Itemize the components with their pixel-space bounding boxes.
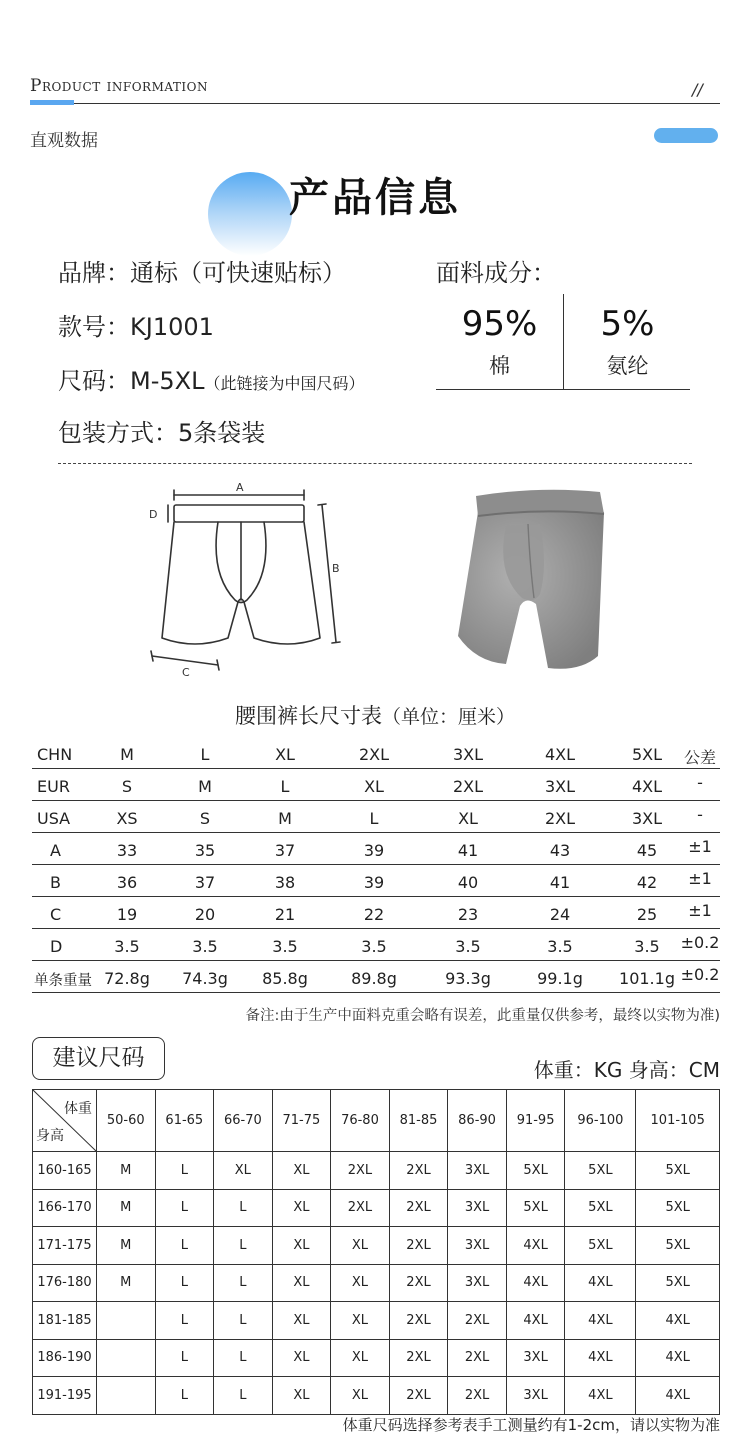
recommend-size-cell: L (155, 1264, 214, 1302)
recommend-size-cell: L (155, 1377, 214, 1415)
size-table-note: 备注:由于生产中面料克重会略有误差，此重量仅供参考，最终以实物为准) (245, 1008, 720, 1024)
size-cell: L (369, 809, 379, 828)
size-value: M-5XL (130, 367, 205, 395)
size-row (32, 929, 720, 961)
size-tolerance: - (697, 805, 703, 824)
recommend-row (33, 1152, 720, 1190)
size-cell: 36 (116, 873, 138, 892)
size-cell: 41 (549, 873, 571, 892)
size-row (32, 737, 720, 769)
size-cell: 21 (274, 905, 296, 924)
height-cell: 166-170 (33, 1189, 97, 1227)
size-tolerance: ±0.2 (680, 933, 720, 952)
weight-header-cell: 61-65 (155, 1090, 214, 1152)
weight-header-cell: 66-70 (214, 1090, 273, 1152)
recommend-size-cell: 4XL (565, 1302, 636, 1340)
weight-header-cell: 50-60 (97, 1090, 156, 1152)
size-tolerance: ±1 (688, 901, 712, 920)
size-cell: 2XL (544, 809, 576, 828)
fabric-name-cotton: 棉 (489, 354, 510, 378)
size-cell: 3XL (631, 809, 663, 828)
info-packaging (58, 413, 265, 448)
recommend-size-cell: XL (331, 1227, 390, 1265)
size-row (32, 865, 720, 897)
size-row-label: D (50, 937, 63, 956)
recommend-size-cell: XL (331, 1339, 390, 1377)
boxer-measurement-diagram (140, 478, 360, 684)
gray-boxer-photo (448, 486, 618, 676)
recommend-row (33, 1377, 720, 1415)
weight-header-cell: 96-100 (565, 1090, 636, 1152)
size-row-label: A (50, 841, 61, 860)
recommend-size-cell: XL (214, 1152, 273, 1190)
info-size (58, 361, 364, 396)
size-tolerance: ±1 (688, 837, 712, 856)
section-header-title: Product information (30, 76, 208, 96)
recommend-size-cell: L (214, 1339, 273, 1377)
size-note: （此链接为中国尺码） (204, 374, 365, 393)
recommend-size-cell: 2XL (389, 1302, 448, 1340)
recommend-size-cell: 4XL (565, 1339, 636, 1377)
fabric-percent-spandex: 5% (600, 304, 655, 344)
size-row (32, 833, 720, 865)
size-table-title (0, 700, 750, 730)
pack-label: 包装方式： (58, 419, 178, 447)
recommend-size-cell: XL (272, 1302, 331, 1340)
size-cell: 42 (636, 873, 658, 892)
height-cell: 160-165 (33, 1152, 97, 1190)
recommend-size-cell: 4XL (636, 1339, 720, 1377)
recommend-note: 体重尺码选择参考表手工测量约有1-2cm，请以实物为准 (342, 1416, 720, 1434)
size-row-label: CHN (37, 745, 73, 764)
recommend-size-cell: 5XL (636, 1152, 720, 1190)
recommend-size-cell: XL (272, 1339, 331, 1377)
height-cell: 176-180 (33, 1264, 97, 1302)
recommend-size-cell: 5XL (565, 1152, 636, 1190)
size-cell: S (121, 777, 133, 796)
size-cell: 43 (549, 841, 571, 860)
recommend-size-cell: XL (272, 1264, 331, 1302)
size-cell: 2XL (452, 777, 484, 796)
recommend-size-cell: 4XL (506, 1227, 565, 1265)
size-cell: 24 (549, 905, 571, 924)
recommend-header-row (33, 1090, 720, 1152)
recommend-row (33, 1189, 720, 1227)
recommend-size-cell: L (214, 1264, 273, 1302)
recommend-size-cell (97, 1302, 156, 1340)
size-cell: 5XL (631, 745, 663, 764)
size-tolerance: 公差 (683, 748, 717, 767)
fabric-title: 面料成分： (436, 259, 556, 287)
size-cell: L (280, 777, 290, 796)
recommend-size-cell: L (155, 1189, 214, 1227)
fabric-percent-cotton: 95% (461, 304, 538, 344)
recommend-size-cell: M (97, 1152, 156, 1190)
header-divider (30, 103, 720, 104)
recommend-size-cell: 2XL (389, 1339, 448, 1377)
size-cell: 4XL (544, 745, 576, 764)
size-cell: 85.8g (262, 969, 308, 988)
recommend-size-cell: 2XL (331, 1189, 390, 1227)
size-row-label: B (50, 873, 61, 892)
header-slash-mark: // (692, 80, 703, 99)
size-cell: 25 (636, 905, 658, 924)
size-cell: M (120, 745, 134, 764)
recommend-size-cell: 2XL (389, 1227, 448, 1265)
recommend-size-cell: 5XL (636, 1189, 720, 1227)
recommend-row (33, 1264, 720, 1302)
recommend-size-cell: XL (272, 1189, 331, 1227)
size-cell: 3XL (544, 777, 576, 796)
recommend-size-cell: 2XL (448, 1302, 507, 1340)
weight-header-cell: 76-80 (331, 1090, 390, 1152)
size-cell: 39 (363, 841, 385, 860)
size-cell: 101.1g (619, 969, 675, 988)
diagram-label-d: D (149, 508, 158, 521)
recommend-size-cell: 3XL (448, 1189, 507, 1227)
recommend-size-cell: 2XL (389, 1152, 448, 1190)
recommend-row (33, 1227, 720, 1265)
recommend-size-cell (97, 1377, 156, 1415)
recommend-size-cell: 3XL (448, 1227, 507, 1265)
recommend-size-cell: 5XL (506, 1189, 565, 1227)
size-cell: 2XL (358, 745, 390, 764)
recommend-size-cell: 5XL (565, 1189, 636, 1227)
size-cell: 3.5 (114, 937, 140, 956)
size-cell: 35 (194, 841, 216, 860)
recommend-size-cell: 2XL (389, 1377, 448, 1415)
model-label: 款号： (58, 313, 130, 341)
size-cell: 45 (636, 841, 658, 860)
size-row (32, 769, 720, 801)
corner-height-label: 身高 (36, 1128, 64, 1144)
height-cell: 191-195 (33, 1377, 97, 1415)
size-cell: 3.5 (272, 937, 298, 956)
recommend-table (32, 1089, 720, 1415)
brand-value: 通标（可快速贴标） (130, 259, 346, 287)
size-cell: 3.5 (634, 937, 660, 956)
size-cell: 41 (457, 841, 479, 860)
recommend-size-cell: 2XL (448, 1377, 507, 1415)
size-cell: 93.3g (445, 969, 491, 988)
recommend-size-cell: L (155, 1152, 214, 1190)
recommend-size-cell: 2XL (331, 1152, 390, 1190)
recommend-size-cell: L (214, 1377, 273, 1415)
recommend-size-cell: M (97, 1189, 156, 1227)
recommend-size-cell: L (214, 1302, 273, 1340)
recommend-size-cell: 5XL (636, 1264, 720, 1302)
recommend-size-cell: L (155, 1339, 214, 1377)
recommend-size-cell: XL (272, 1152, 331, 1190)
recommend-size-cell: M (97, 1264, 156, 1302)
size-row-label: EUR (37, 777, 70, 796)
size-row (32, 897, 720, 929)
recommend-row (33, 1302, 720, 1340)
diagram-label-a: A (236, 481, 244, 494)
dashed-divider (58, 463, 692, 464)
recommend-size-cell: XL (331, 1302, 390, 1340)
size-cell: 20 (194, 905, 216, 924)
recommend-units: 体重：KG 身高：CM (533, 1058, 720, 1082)
recommend-size-cell: 3XL (506, 1377, 565, 1415)
recommend-size-cell: 4XL (636, 1377, 720, 1415)
diagram-label-c: C (182, 666, 190, 679)
weight-header-cell: 71-75 (272, 1090, 331, 1152)
size-tolerance: ±1 (688, 869, 712, 888)
info-brand (58, 253, 346, 288)
recommend-size-cell: M (97, 1227, 156, 1265)
size-cell: 39 (363, 873, 385, 892)
recommend-size-cell: 4XL (506, 1264, 565, 1302)
size-cell: M (278, 809, 292, 828)
size-table (32, 737, 720, 993)
size-cell: 3.5 (547, 937, 573, 956)
recommend-size-cell: 4XL (565, 1377, 636, 1415)
recommend-size-cell (97, 1339, 156, 1377)
size-cell: 4XL (631, 777, 663, 796)
model-value: KJ1001 (130, 313, 214, 341)
recommend-size-cell: 3XL (448, 1152, 507, 1190)
size-row-label: C (50, 905, 62, 924)
size-tolerance: - (697, 773, 703, 792)
recommend-size-cell: 5XL (506, 1152, 565, 1190)
recommend-size-cell: L (214, 1189, 273, 1227)
size-cell: 37 (194, 873, 216, 892)
info-model (58, 307, 214, 342)
weight-header-cell: 86-90 (448, 1090, 507, 1152)
recommend-size-cell: 5XL (636, 1227, 720, 1265)
recommend-size-cell: 2XL (389, 1189, 448, 1227)
recommend-row (33, 1339, 720, 1377)
diagram-label-b: B (332, 562, 340, 575)
recommend-title: 建议尺码 (32, 1037, 165, 1080)
size-cell: XS (116, 809, 138, 828)
size-cell: 3.5 (455, 937, 481, 956)
size-row (32, 801, 720, 833)
size-cell: XL (458, 809, 478, 828)
section-subtitle: 直观数据 (30, 131, 98, 151)
brand-label: 品牌： (58, 259, 130, 287)
size-row-label: 单条重量 (34, 973, 92, 989)
size-cell: 33 (116, 841, 138, 860)
size-cell: 74.3g (182, 969, 228, 988)
size-cell: 89.8g (351, 969, 397, 988)
size-cell: 99.1g (537, 969, 583, 988)
size-table-title-text: 腰围裤长尺寸表 (234, 704, 382, 728)
weight-header-cell: 91-95 (506, 1090, 565, 1152)
size-cell: M (198, 777, 212, 796)
recommend-size-cell: 3XL (448, 1264, 507, 1302)
weight-header-cell: 81-85 (389, 1090, 448, 1152)
size-table-unit: （单位：厘米） (381, 706, 515, 728)
height-cell: 171-175 (33, 1227, 97, 1265)
height-cell: 181-185 (33, 1302, 97, 1340)
recommend-size-cell: XL (272, 1227, 331, 1265)
size-cell: 3.5 (192, 937, 218, 956)
recommend-size-cell: 2XL (448, 1339, 507, 1377)
recommend-size-cell: 4XL (636, 1302, 720, 1340)
size-cell: 38 (274, 873, 296, 892)
fabric-name-spandex: 氨纶 (606, 354, 649, 378)
size-label: 尺码： (58, 367, 130, 395)
corner-weight-label: 体重 (64, 1101, 92, 1117)
recommend-size-cell: 5XL (565, 1227, 636, 1265)
recommend-corner-cell (33, 1090, 97, 1152)
recommend-size-cell: 2XL (389, 1264, 448, 1302)
height-cell: 186-190 (33, 1339, 97, 1377)
decorative-pill (654, 128, 718, 143)
size-cell: L (200, 745, 210, 764)
weight-header-cell: 101-105 (636, 1090, 720, 1152)
recommend-size-cell: 4XL (565, 1264, 636, 1302)
recommend-size-cell: XL (272, 1377, 331, 1415)
size-cell: 40 (457, 873, 479, 892)
recommend-size-cell: L (155, 1227, 214, 1265)
size-cell: XL (364, 777, 384, 796)
size-row-label: USA (37, 809, 71, 828)
size-cell: 23 (457, 905, 479, 924)
size-tolerance: ±0.2 (680, 965, 720, 984)
recommend-size-cell: L (155, 1302, 214, 1340)
size-cell: 37 (274, 841, 296, 860)
header-accent-bar (30, 100, 74, 105)
size-cell: S (199, 809, 211, 828)
size-row (32, 961, 720, 993)
recommend-size-cell: XL (331, 1264, 390, 1302)
size-cell: 22 (363, 905, 385, 924)
size-cell: 19 (116, 905, 138, 924)
size-cell: XL (275, 745, 295, 764)
page-title: 产品信息 (289, 175, 461, 221)
recommend-size-cell: 3XL (506, 1339, 565, 1377)
recommend-size-cell: L (214, 1227, 273, 1265)
size-cell: 3.5 (361, 937, 387, 956)
size-cell: 72.8g (104, 969, 150, 988)
size-cell: 3XL (452, 745, 484, 764)
pack-value: 5条袋装 (178, 419, 266, 447)
recommend-size-cell: 4XL (506, 1302, 565, 1340)
recommend-size-cell: XL (331, 1377, 390, 1415)
